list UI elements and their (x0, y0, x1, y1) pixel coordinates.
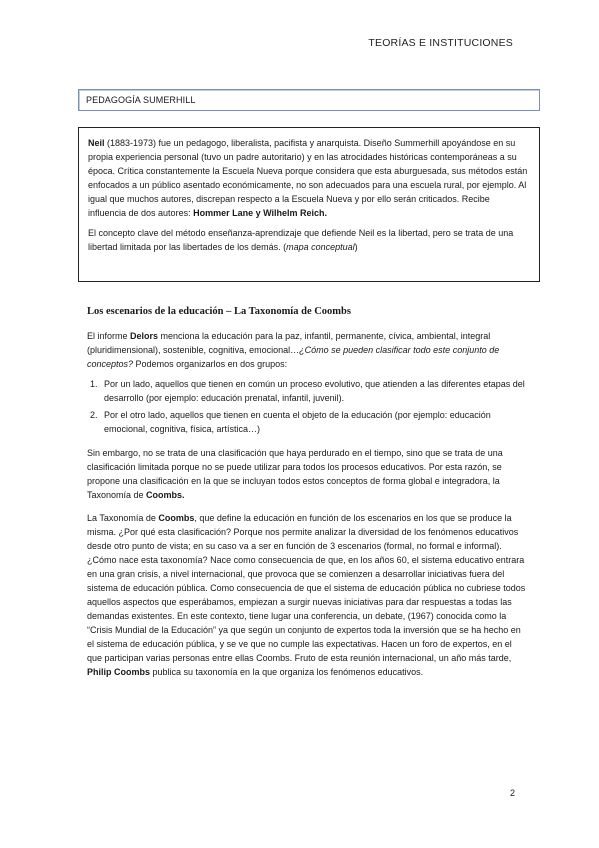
bold-text: Delors (130, 331, 159, 341)
list-number: 1. (90, 379, 98, 389)
body-paragraph-3 (87, 511, 527, 679)
text-run: Podemos organizarlos en dos grupos: (133, 359, 288, 369)
text-run: El concepto clave del método enseñanza-aprendizaje que defiende Neil es la libertad, pero se trata de una libertad limitada por las libertades de los demás. ( (88, 228, 514, 252)
body-section (87, 329, 527, 679)
document-title: PEDAGOGÍA SUMERHILL (86, 95, 196, 105)
title-box (78, 89, 540, 111)
info-paragraph-2 (88, 226, 530, 254)
text-run: La Taxonomía de (87, 513, 159, 523)
bold-text: Coombs. (146, 490, 185, 500)
italic-text: ¿Cómo se pueden clasificar todo este conjunto de conceptos? (87, 345, 500, 369)
info-paragraph-1 (88, 136, 530, 220)
list-text: Por el otro lado, aquellos que tienen en cuenta el objeto de la educación (por ejemplo: educación emocional, cognitiva, física, artística…) (104, 410, 491, 434)
text-run: menciona la educación para la paz, infantil, permanente, cívica, ambiental, integral (pluridimensional), sostenible, cognitiva, emocional… (87, 331, 491, 355)
list-item (87, 377, 527, 405)
list-number: 2. (90, 410, 98, 420)
body-paragraph-2 (87, 446, 527, 502)
bold-text: Neil (88, 138, 105, 148)
text-run: publica su taxonomía en la que organiza los fenómenos educativos. (150, 667, 424, 677)
bold-text: Coombs (158, 513, 195, 523)
info-box (78, 127, 540, 282)
text-run: El informe (87, 331, 131, 341)
text-run: (1883-1973) fue un pedagogo, liberalista, pacifista y anarquista. Diseño Summerhill apoyándose en su propia experiencia personal (tuvo un padre autoritario) y en las atrocidades históricas contemporáneas a su época. Crítica constantemente la Escuela Nueva porque considera que esta aburguesada, sus métodos están enfocados a un público asentado económicamente, no son adecuados para una escuela rural, por ejemplo. Al igual que muchos autores, discrepan respecto a la Escuela Nueva y por ello serán criticados. Recibe influencia de dos autores: (88, 138, 528, 218)
text-run: ) (354, 242, 358, 252)
list-text: Por un lado, aquellos que tienen en común un proceso evolutivo, que atienden a las diferentes etapas del desarrollo (por ejemplo: educación prenatal, infantil, juvenil). (104, 379, 525, 403)
section-heading: Los escenarios de la educación – La Taxonomía de Coombs (87, 306, 351, 317)
running-header: TEORÍAS E INSTITUCIONES (368, 37, 513, 49)
bold-text: Hommer Lane y Wilhelm Reich. (193, 208, 328, 218)
page-number: 2 (509, 788, 515, 798)
italic-text: mapa conceptual (286, 242, 355, 252)
bold-text: Philip Coombs (87, 667, 150, 677)
body-paragraph-1 (87, 329, 527, 371)
text-run: Sin embargo, no se trata de una clasificación que haya perdurado en el tiempo, sino que se trata de una clasificación limitada porque no se puede utilizar para todos los procesos educativos. Por esta razón, se propone una clasificación en la que se incluyan todos estos conceptos de forma global e integradora, la Taxonomía de (87, 448, 503, 500)
text-run: , que define la educación en función de los escenarios en los que se produce la misma. ¿Por qué esta clasificación? Porque nos permite analizar la diversidad de los fenómenos educativos desde otro punto de vista; en su caso va a ser en función de 3 escenarios (formal, no formal e informal). ¿Cómo nace esta taxonomía? Nace como consecuencia de que, en los años 60, el sistema educativo entrara en una gran crisis, a nivel internacional, que provoca que se comienzen a desarrollar iniciativas fuera del sistema de educación pública. Como consecuencia de que el sistema de educación pública no cubriese todos aquellos aspectos que esperábamos, empiezan a surgir nuevas iniciativas para dar respuestas a todas las demandas existentes. En este contexto, tiene lugar una conferencia, un debate, (1967) conocida como la “Crisis Mundial de la Educación” ya que según un conjunto de expertos toda la inversión que se ha hecho en el sistema de educación pública, y se ve que no cumple las expectativas. Hacen un foro de expertos, en el que participan varias personas entre ellas Coombs. Fruto de esta reunión internacional, un año más tarde, (87, 513, 526, 663)
list-item (87, 408, 527, 436)
group-list (87, 377, 527, 436)
